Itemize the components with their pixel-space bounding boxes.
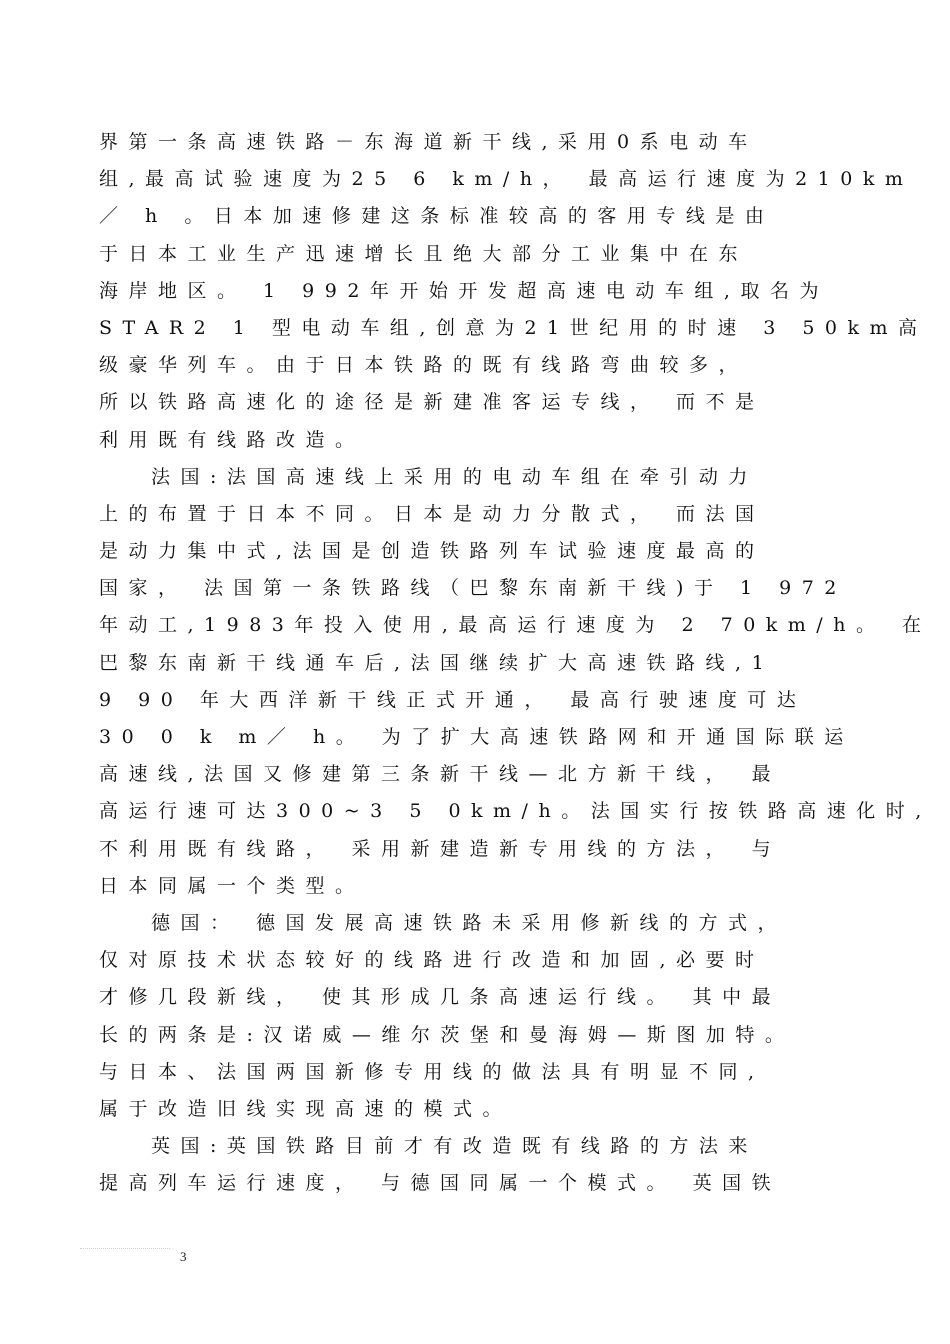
page-number: 3 [180, 1249, 187, 1264]
text-line: 英国:英国铁路目前才有改造既有线路的方法来 [151, 1135, 758, 1158]
text-line: 高运行速可达300~3 5 0km/h。法国实行按铁路高速化时, [99, 800, 932, 823]
text-line: 属于改造旧线实现高速的模式。 [99, 1097, 513, 1120]
footer-rule [80, 1248, 170, 1249]
body-text [99, 124, 932, 1202]
text-line: 级豪华列车。由于日本铁路的既有线路弯曲较多， [99, 354, 749, 377]
text-line: 组,最高试验速度为25 6 km/h， 最高运行速度为210km [99, 168, 914, 191]
text-line: 是动力集中式,法国是创造铁路列车试验速度最高的 [99, 540, 765, 563]
text-line: 30 0 k m／ h。 为了扩大高速铁路网和开通国际联运 [99, 726, 854, 748]
text-line: 日本同属一个类型。 [99, 874, 365, 897]
text-line: 9 90 年大西洋新干线正式开通， 最高行驶速度可达 [99, 688, 807, 711]
text-line: 于日本工业生产迅速增长且绝大部分工业集中在东 [99, 242, 749, 265]
text-line: ／ h 。日本加速修建这条标准较高的客用专线是由 [99, 205, 775, 228]
text-line: 年动工,1983年投入使用,最高运行速度为 2 70km/h。 在 [99, 614, 932, 637]
text-line: 界第一条高速铁路－东海道新干线,采用0系电动车 [99, 131, 758, 153]
text-line: 德国： 德国发展高速铁路未采用修新线的方式， [151, 911, 788, 934]
text-line: 巴黎东南新干线通车后,法国继续扩大高速铁路线,1 [99, 651, 775, 674]
text-line: 高速线,法国又修建第三条新干线—北方新干线， 最 [99, 763, 782, 786]
text-line: 提高列车运行速度， 与德国同属一个模式。 英国铁 [99, 1172, 782, 1195]
text-line: 海岸地区。 1 992年开始开发超高速电动车组,取名为 [99, 279, 829, 302]
text-line: 法国:法国高速线上采用的电动车组在牵引动力 [151, 465, 758, 488]
text-line: 与日本、法国两国新修专用线的做法具有明显不同, [99, 1060, 765, 1083]
text-line: 长的两条是:汉诺威—维尔茨堡和曼海姆—斯图加特。 [99, 1023, 795, 1046]
text-line: 上的布置于日本不同。日本是动力分散式， 而法国 [99, 502, 765, 525]
text-line: 不利用既有线路， 采用新建造新专用线的方法， 与 [99, 837, 782, 860]
text-line: 才修几段新线， 使其形成几条高速运行线。 其中最 [99, 986, 782, 1009]
text-line: STAR2 1 型电动车组,创意为21世纪用的时速 3 50km高 [99, 316, 928, 339]
text-line: 仅对原技术状态较好的线路进行改造和加固,必要时 [99, 949, 765, 972]
text-line: 国家， 法国第一条铁路线（巴黎东南新干线)于 1 972 [99, 577, 847, 600]
text-line: 利用既有线路改造。 [99, 428, 365, 451]
text-line: 所以铁路高速化的途径是新建准客运专线， 而不是 [99, 391, 765, 414]
